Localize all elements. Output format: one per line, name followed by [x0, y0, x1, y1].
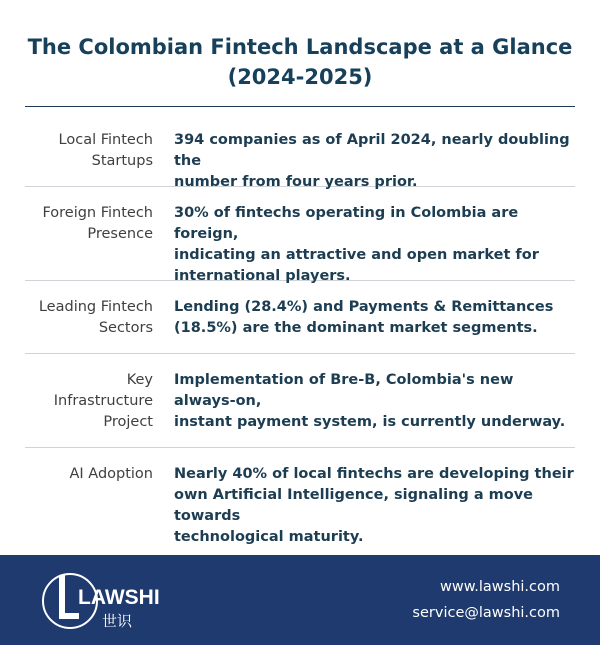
row-value: Implementation of Bre-B, Colombia's new always-on, instant payment system, is currently underway.: [174, 372, 566, 430]
email-link[interactable]: service@lawshi.com: [412, 605, 560, 621]
page-title-line-2: (2024-2025): [227, 65, 373, 89]
table-row: [25, 187, 575, 284]
logo-wordmark: LAWSHI: [78, 586, 160, 609]
logo-chinese-text: 世识: [102, 612, 133, 630]
row-value: Nearly 40% of local fintechs are developing their own Artificial Intelligence, signaling a move towards technological maturity.: [174, 466, 574, 545]
row-value: 30% of fintechs operating in Colombia are foreign, indicating an attractive and open market for international players.: [174, 205, 539, 284]
row-label: AI Adoption: [69, 466, 153, 482]
table-row: [25, 107, 575, 190]
row-label: Foreign Fintech Presence: [42, 205, 153, 242]
row-label: Leading Fintech Sectors: [38, 299, 153, 336]
logo-l-mark: [62, 578, 76, 616]
website-link[interactable]: www.lawshi.com: [440, 579, 560, 595]
row-value: Lending (28.4%) and Payments & Remittances (18.5%) are the dominant market segments.: [174, 299, 554, 336]
table-row: [25, 448, 575, 548]
row-label: Key Infrastructure Project: [53, 372, 153, 430]
row-value: 394 companies as of April 2024, nearly doubling the number from four years prior.: [174, 132, 570, 190]
lawshi-logo: [40, 570, 165, 632]
page-title-line-1: The Colombian Fintech Landscape at a Glance: [27, 35, 573, 59]
footer: [0, 555, 600, 645]
page-title: [0, 32, 600, 92]
row-label: Local Fintech Startups: [58, 132, 153, 169]
table-row: [25, 354, 575, 448]
table-row: [25, 281, 575, 354]
facts-table: [25, 107, 575, 548]
